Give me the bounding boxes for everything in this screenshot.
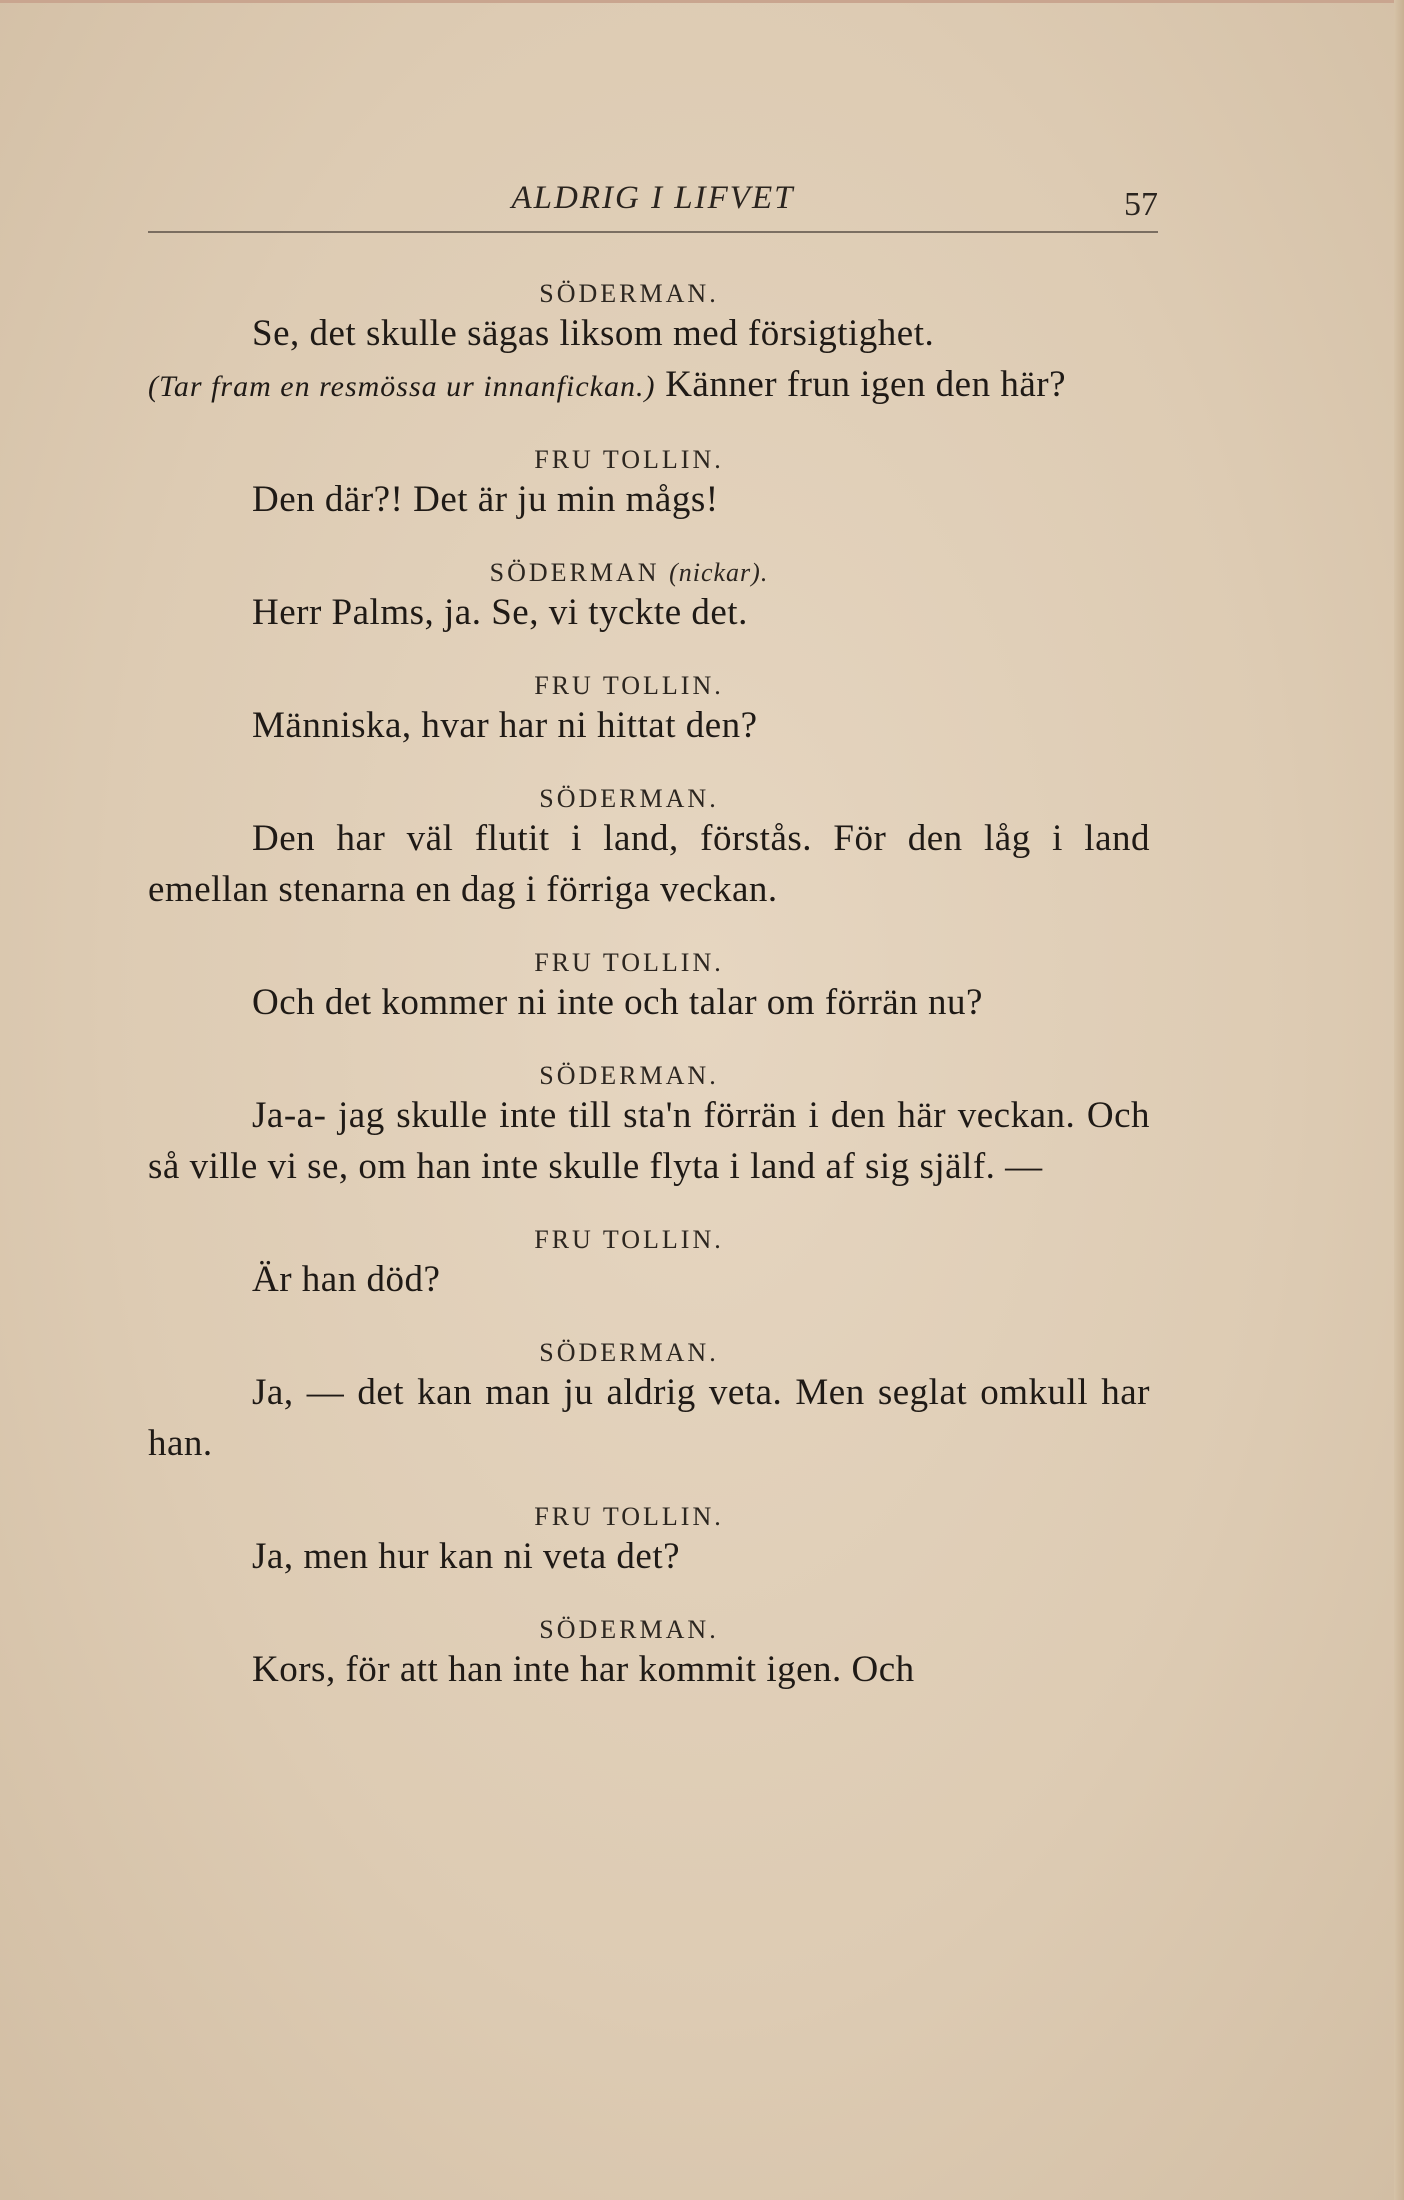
speech-paragraph: Den har väl flutit i land, förstås. För den låg i land emellan stenarna en dag i förriga veckan. bbox=[148, 818, 1150, 910]
speech-paragraph: Kors, för att han inte har kommit igen. Och bbox=[252, 1649, 915, 1690]
speaker-label: FRU TOLLIN. bbox=[534, 445, 724, 474]
speech-paragraph: Ja, men hur kan ni veta det? bbox=[252, 1536, 681, 1577]
speaker-label: SÖDERMAN. bbox=[539, 1338, 719, 1367]
speaker-label: FRU TOLLIN. bbox=[534, 1502, 724, 1531]
stage-direction: (Tar fram en resmössa ur innanfickan.) bbox=[148, 370, 656, 403]
page-top-edge bbox=[0, 0, 1404, 3]
speaker-label: FRU TOLLIN. bbox=[534, 671, 724, 700]
speaker-label: SÖDERMAN. bbox=[539, 279, 719, 308]
page-header bbox=[148, 176, 1158, 236]
page-number: 57 bbox=[1124, 186, 1158, 223]
speaker-label: FRU TOLLIN. bbox=[534, 1225, 724, 1254]
speech-paragraph: Ja, — det kan man ju aldrig veta. Men seglat omkull har han. bbox=[148, 1372, 1150, 1464]
speech-paragraph: Och det kommer ni inte och talar om förrän nu? bbox=[252, 982, 983, 1023]
speaker-label: SÖDERMAN. bbox=[539, 784, 719, 813]
speech-paragraph: Människa, hvar har ni hittat den? bbox=[252, 705, 758, 746]
speaker-label: FRU TOLLIN. bbox=[534, 948, 724, 977]
speech-paragraph: Ja-a- jag skulle inte till sta'n förrän i den här veckan. Och så ville vi se, om han inte skulle flyta i land af sig själf. — bbox=[148, 1095, 1150, 1187]
speech-paragraph: Är han död? bbox=[252, 1259, 441, 1300]
page-right-edge bbox=[1394, 0, 1404, 2200]
speaker-label: SÖDERMAN. bbox=[539, 1061, 719, 1090]
speech-paragraph bbox=[148, 308, 1150, 428]
speech-paragraph: Herr Palms, ja. Se, vi tyckte det. bbox=[252, 592, 748, 633]
speech-text: Se, det skulle sägas liksom med försigtighet. bbox=[252, 313, 935, 354]
dialogue-text bbox=[148, 262, 1150, 1711]
speech-paragraph: Den där?! Det är ju min mågs! bbox=[252, 479, 719, 520]
speaker-label bbox=[148, 541, 1150, 587]
running-title: ALDRIG I LIFVET bbox=[511, 180, 795, 216]
speech-text: Känner frun igen den här? bbox=[655, 364, 1067, 405]
speaker-direction: (nickar). bbox=[669, 558, 769, 587]
speaker-name: SÖDERMAN bbox=[489, 558, 660, 587]
header-rule bbox=[148, 231, 1158, 233]
speaker-label: SÖDERMAN. bbox=[539, 1615, 719, 1644]
